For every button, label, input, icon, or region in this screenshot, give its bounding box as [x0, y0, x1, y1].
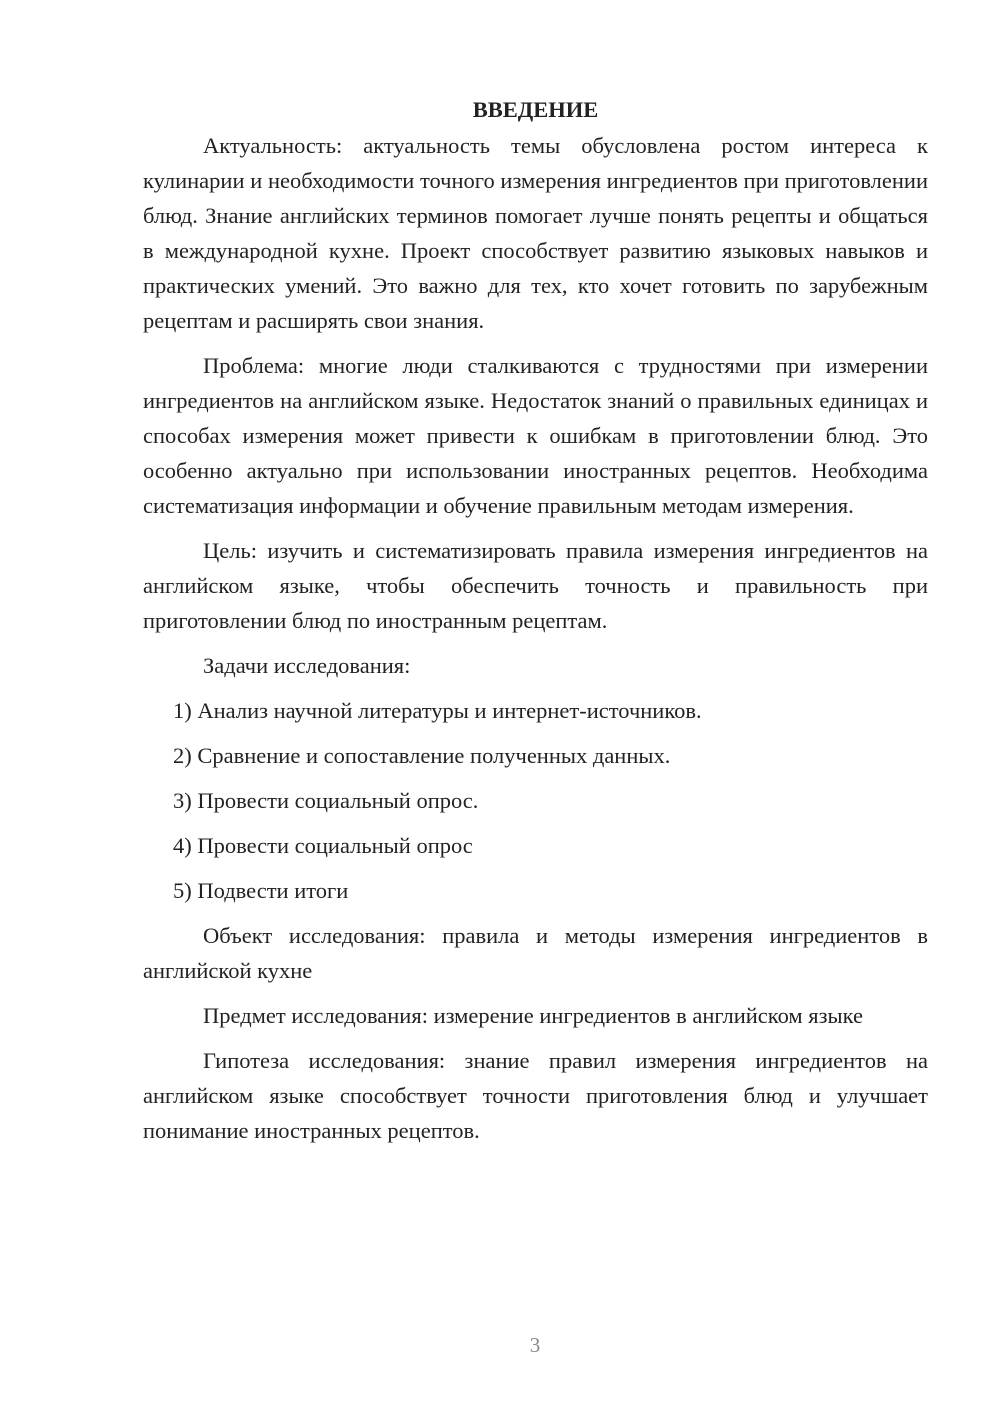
task-item: 1) Анализ научной литературы и интернет-источников. — [173, 698, 702, 723]
subject-paragraph: Предмет исследования: измерение ингредиентов в английском языке — [203, 1003, 863, 1028]
task-item: 5) Подвести итоги — [173, 878, 349, 903]
tasks-list — [143, 693, 928, 908]
problem-paragraph: Проблема: многие люди сталкиваются с трудностями при измерении ингредиентов на английском языке. Недостаток знаний о правильных единицах и способах измерения может привести к ошибкам в приготовлении блюд. Это особенно актуально при использовании иностранных рецептов. Необходима систематизация информации и обучение правильным методам измерения. — [143, 353, 928, 518]
goal-paragraph: Цель: изучить и систематизировать правила измерения ингредиентов на английском языке, чтобы обеспечить точность и правильность при приготовлении блюд по иностранным рецептам. — [143, 538, 928, 633]
section-heading: ВВЕДЕНИЕ — [472, 97, 599, 122]
hypothesis-paragraph: Гипотеза исследования: знание правил измерения ингредиентов на английском языке способствует точности приготовления блюд и улучшает понимание иностранных рецептов. — [143, 1048, 928, 1143]
task-item: 4) Провести социальный опрос — [173, 833, 473, 858]
task-item: 3) Провести социальный опрос. — [173, 788, 479, 813]
task-item: 2) Сравнение и сопоставление полученных данных. — [173, 743, 671, 768]
object-paragraph: Объект исследования: правила и методы измерения ингредиентов в английской кухне — [143, 923, 928, 983]
document-body — [143, 92, 928, 1148]
page-number: 3 — [529, 1333, 541, 1357]
relevance-paragraph: Актуальность: актуальность темы обусловлена ростом интереса к кулинарии и необходимости точного измерения ингредиентов при приготовлении блюд. Знание английских терминов помогает лучше понять рецепты и общаться в международной кухне. Проект способствует развитию языковых навыков и практических умений. Это важно для тех, кто хочет готовить по зарубежным рецептам и расширять свои знания. — [143, 133, 928, 333]
tasks-title: Задачи исследования: — [203, 653, 411, 678]
